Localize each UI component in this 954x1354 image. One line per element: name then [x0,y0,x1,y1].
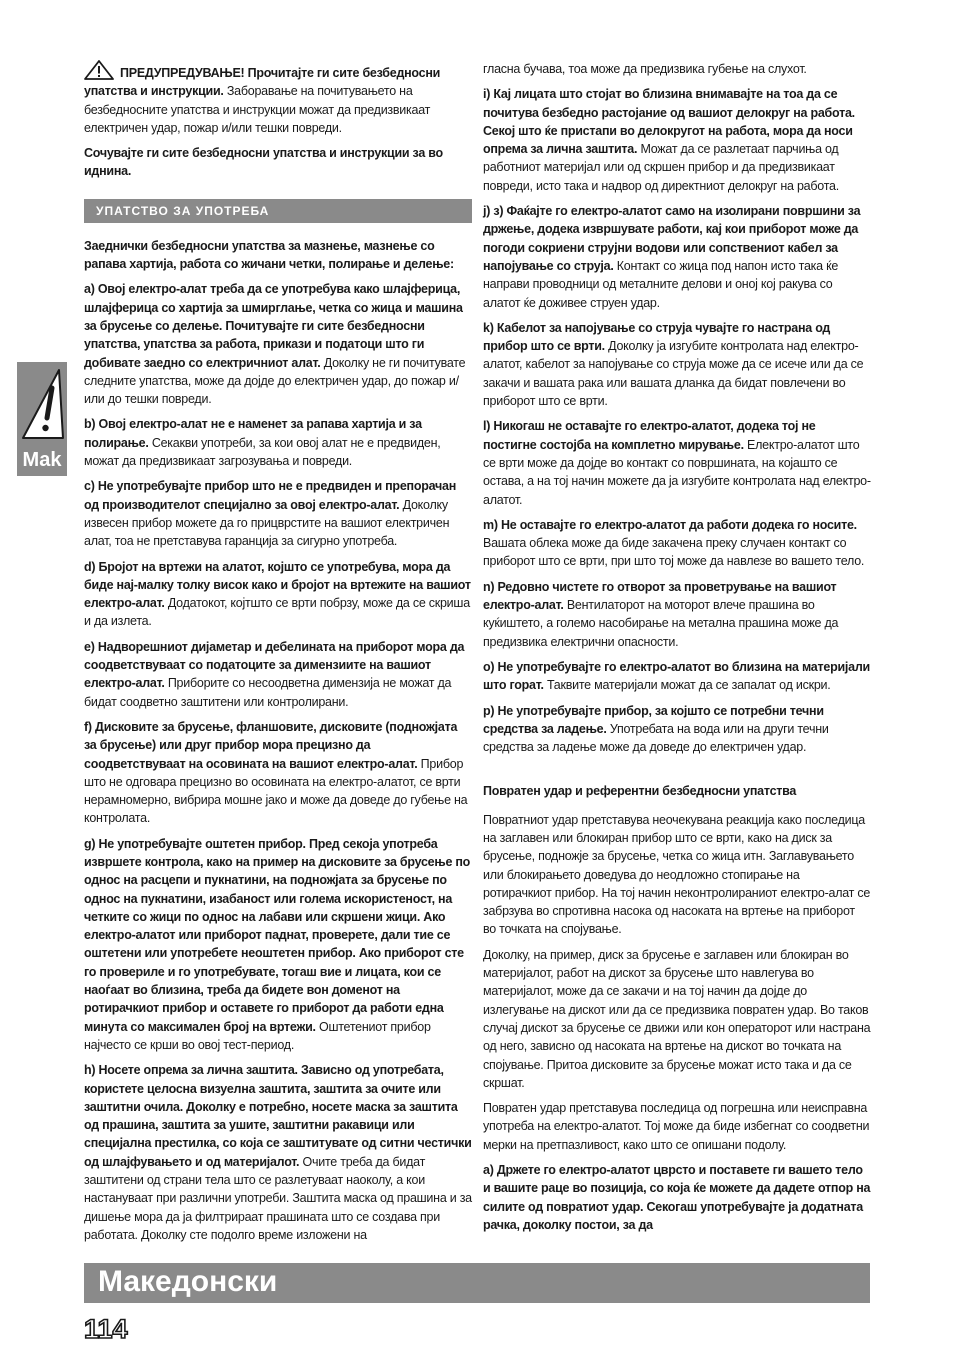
safety-item-text: Очите треба да бидат заштитени од страни тела што се разлетуваат наоколу, а кои настануваат при различни употреби. Заштита маска од прашина и за дишење мора да ја филтрираат прашината што се создава при работата. Доколку сте подолго време изложени на [84,1154,472,1242]
safety-item-heading: m) Не оставајте го електро-алатот да работи додека го носите. [483,517,857,532]
kickback-heading: Повратен удар и референтни безбедносни упатства [483,784,797,799]
warning-triangle-icon [19,366,65,446]
safety-item-text: Можат да се разлетаат парчиња од работниот материјал или од скршен прибор и да предизвикаат повреди, исто така и надвор од директниот делокруг на работа. [483,142,839,193]
left-column [84,60,472,1251]
language-side-tab [17,362,67,476]
safety-item [483,319,871,410]
safety-item-heading: c) Не употребувајте прибор што не е предвиден и препорачан од производителот специјално за овој електро-алат. [84,479,456,512]
safety-item-heading: i) Кај лицата што стојат во близина внимавајте на тоа да се почитува безбедно растојание од вашиот делокруг на работа. Секој што ќе пристапи во делокругот на работа, мора да носи опрема за лична заштита. [483,87,855,157]
safety-item [483,417,871,508]
safety-item-heading: f) Дисковите за брусење, фланшовите, дисковите (подножјата за брусење) или друг прибор мора прецизно да соодветствуваат на осовината на вашиот електро-алат. [84,719,458,771]
safety-item-heading: p) Не употребувајте прибор, за којшто се потребни течни средства за ладење. [483,703,824,736]
section-title-bar: УПАТСТВО ЗА УПОТРЕБА [84,199,472,223]
safety-item [483,516,871,571]
language-title: Македонски [98,1265,278,1298]
safety-item [483,702,871,757]
safety-item-text: Приборите со несоодветна димензија не можат да бидат соодветно заштитени или контролирани. [84,676,452,709]
intro-heading: Заеднички безбедносни упатства за мазнење, мазнење со рапава хартија, работа со жичани четки, полирање и делење: [84,238,454,272]
page-number: 114 [84,1314,128,1344]
kickback-paragraph-1: Повратниот удар претставува неочекувана реакција како последица на заглавен или блокиран прибор што се врти, како на диск за брусење, подножје за брусење, четка со жица итн. Заглавувањето или блокирањето доведува до неодложно стопирање на ротирачкиот прибор. На тој начин неконтролираниот електро-алат се забрзува во спротивна насока од насоката на вртење на приборот во точката на спојување. [483,812,871,937]
language-title-bar [84,1263,870,1303]
right-column [483,60,871,1241]
safety-item-text: Вашата облека може да биде закачена преку случаен контакт со приборот што се врти, при што тој може да навлезе во вашето тело. [483,536,865,569]
safety-item-heading: o) Не употребувајте го електро-алатот во близина на материјали што горат. [483,659,870,693]
safety-item-text: Употребата на вода или на други течни средства за ладење може да доведе до електричен удар. [483,721,829,755]
safety-item [84,1061,472,1244]
safety-item-text: Прибор што не одговара прецизно во осовината на електро-алатот, се врти нерамномерно, вибрира мошне јако и може да доведе до губење на контролата. [84,756,468,826]
right-safety-list [483,85,871,756]
side-tab-label: Mak [22,449,62,471]
kickback-item-a: a) Држете го електро-алатот цврсто и поставете ги вашето тело и вашите раце во позиција, со која ќе можете да дадете отпор на силите од повратиот удар. Секогаш употребувајте ја додатната рачка, доколку постои, за да [483,1163,871,1232]
safety-item [483,578,871,651]
safety-item-heading: g) Не употребувајте оштетен прибор. Пред секоја употреба извршете контрола, како на пример на дисковите за брусење по однос на расцепи и пукнатини, на подножјата за брусење по однос на пукнатини, изабаност или голема искористеност, на четките со жици по однос на лабави или скршени жици. Ако електро-алатот или приборот паднат, проверете, дали тие се оштетени или употребете неоштетен прибор. Ако приборот сте го провериле и го употребувате, тогаш вие и лицата, кои се наоѓаат во близина, треба да бидете вон доменот на ротирачкиот прибор и оставете го приборот да работи една минута со максимален број на вртежи. [84,836,471,1034]
safety-item-text: Додатокот, којтшто се врти побрзу, може да се скриша и да излета. [84,596,470,629]
safety-item [84,718,472,828]
warning-keep: Сочувајте ги сите безбедносни упатства и инструкции за во иднина. [84,146,443,179]
safety-item [483,202,871,312]
safety-item-text: Доколку не ги почитувате следните упатства, може да дојде до електричен удар, до пожар и/или до тешки повреди. [84,355,466,407]
safety-item-heading: k) Кабелот за напојување со струја чувајте го настрана од прибор што се врти. [483,320,831,354]
safety-item [84,558,472,631]
safety-item-heading: h) Носете опрема за лична заштита. Зависно од употребата, користете целосна визуелна заштита, заштита за очите или заштитни очила. Доколку е потребно, носете маска за заштита од прашина, заштита за ушите, заштитни ракавици или специјална престилка, со која се заштитувате од ситни честички од шлајфувањето и од материјалот. [84,1063,472,1169]
kickback-paragraph-3: Повратен удар претставува последица од погрешна или неисправна употреба на електро-алатот. Тој може да биде избегнат со соодветни мерки на претпазливост, како што се опишани подолу. [483,1101,870,1152]
safety-item-heading: j) з) Фаќајте го електро-алатот само на изолирани површини за држење, додека извршувате работи, кај кои приборот може да погоди сокриени струјни водови или сопствениот кабел за напојување со струја. [483,204,861,273]
safety-item-text: Електро-алатот што се врти може да дојде во контакт со површината, на којашто се остава, а на тој начин можете да ја изгубите контролата над електро-алатот. [483,437,871,507]
safety-item-text: Оштетениот прибор најчесто се крши во овој тест-период. [84,1019,431,1052]
safety-item-heading: d) Бројот на вртежи на алатот, којшто се употребува, мора да биде нај-малку толку висок како и бројот на вртежите на вашиот електро-алат. [84,559,471,611]
right-continuation: гласна бучава, тоа може да предизвика губење на слухот. [483,62,807,76]
warning-block [84,60,472,137]
safety-item [84,280,472,408]
safety-item-heading: l) Никогаш не оставајте го електро-алатот, додека тој не постигне состојба на комплетно мирување. [483,419,816,452]
safety-item-text: Секакви употреби, за кои овој алат не е предвиден, можат да предизвикаат загрозувања и повреди. [84,435,441,469]
safety-item-heading: a) Овој електро-алат треба да се употребува како шлајферица, шлајферица со хартија за шмирглање, четка со жица и машина за брусење со делење. Почитувајте ги сите безбедносни упатства, упатства за работа, прикази и податоци што ги добивате заедно со електричниот алат. [84,282,463,370]
safety-item-text: Таквите материјали можат да се запалат од искри. [543,678,831,693]
safety-item-heading: n) Редовно чистете го отворот за проветрување на вашиот електро-алат. [483,579,837,613]
warning-text: Заборавање на почитувањето на безбедносните упатства и инструкции можат да предизвикаат електричен удар, пожар и/или тешки повреди. [84,84,431,135]
safety-item [84,638,472,711]
safety-item [483,658,871,695]
left-safety-list [84,280,472,1244]
safety-item [84,415,472,470]
safety-item [84,835,472,1055]
safety-item-text: Доколку извесен прибор можете да го прицврстите на вашиот електричен алат, тоа не претставува гаранција за сигурно употреба. [84,497,450,549]
safety-item [483,85,871,195]
safety-item-text: Доколку ја изгубите контролата над електро-алатот, кабелот за напојување со струја може да се исече или да се закачи и вашата рака или вашата дланка да бидат повлечени во приборот што се врти. [483,339,864,409]
safety-item-heading: e) Надворешниот дијаметар и дебелината на приборот мора да соодветствуваат со податоците за димензиите на вашиот електро-алат. [84,639,465,691]
safety-item-text: Контакт со жица под напон исто така ќе направи проводници од металните делови и оној кој ракува со алатот ќе доживее струен удар. [483,258,839,310]
kickback-paragraph-2: Доколку, на пример, диск за брусење е заглавен или блокиран во материјалот, работ на дискот за брусење што навлегува во материјалот, може да се закачи и на тој начин да дојде до излегување на дискот или да се предизвика повратен удар. Во таков случај дискот за брусење се движи или кон операторот или настрана од него, зависно од насоката на вртење на дискот во точката на спојување. Притоа дисковите за брусење можат исто така и да се скршат. [483,947,871,1090]
warning-title: ПРЕДУПРЕДУВАЊЕ! Прочитајте ги сите безбедносни упатства и инструкции. [84,66,441,99]
safety-item-text: Вентилаторот на моторот влече прашина во куќиштето, а големо насобирање на метална прашина може да предизвика електрични опасности. [483,598,839,649]
warning-icon [84,60,114,80]
safety-item [84,477,472,550]
safety-item-heading: b) Овој електро-алат не е наменет за рапава хартија и за полирање. [84,417,422,450]
